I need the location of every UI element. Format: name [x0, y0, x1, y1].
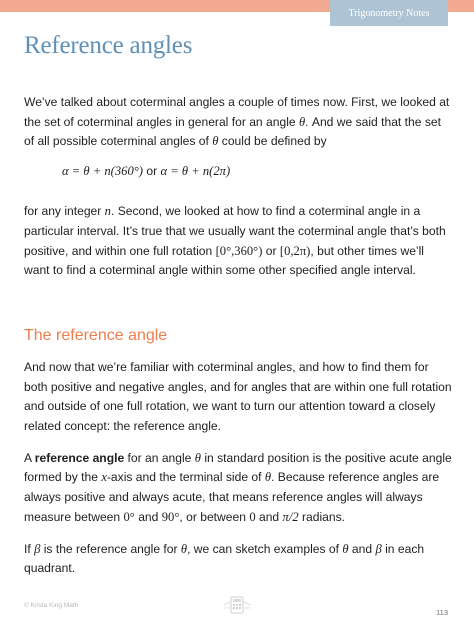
header-tab — [330, 0, 448, 26]
intro-paragraph-1: We’ve talked about coterminal angles a couple of times now. First, we looked at the set of coterminal angles in general for an angle θ. And we said that the set of all possible coterminal angles of θ could be defined by — [24, 95, 450, 149]
section-paragraph-1: And now that we’re familiar with coterminal angles, and how to find them for both positive and negative angles, and for angles that are within one full rotation and outside of one full rotation, we want to turn our attention toward a closely related concept: the reference angle. — [24, 359, 452, 434]
page-title: Reference angles — [24, 32, 193, 59]
page-number: 113 — [436, 608, 448, 617]
section-paragraph-2: A reference angle for an angle θ in standard position is the positive acute angle formed by the x-axis and the terminal side of θ. Because reference angles are always positive and always acute, that means reference angles will always measure between 0° and 90°, or between 0 and π/2 radians. — [24, 450, 452, 524]
math-ninety-degrees: 90° — [161, 509, 180, 524]
math-theta: θ — [264, 470, 272, 485]
math-x: x — [101, 470, 107, 485]
coterminal-formula — [62, 162, 230, 180]
formula-radians: α = θ + n(2π) — [160, 164, 231, 178]
intro-paragraph-2: for any integer n. Second, we looked at how to find a coterminal angle in a particular interval. It’s true that we usually want the coterminal angle that’s both positive, and within one full rotation [0°,360°) or [0,2π), but other times we’ll want to find a coterminal angle within some other specified angle interval. — [24, 204, 446, 278]
header-tab-label: Trigonometry Notes — [348, 7, 430, 19]
math-beta: β — [375, 541, 382, 556]
math-zero-degrees: 0° — [123, 509, 135, 524]
math-n: n — [104, 204, 111, 219]
math-pi-over-two: π/2 — [282, 509, 299, 524]
section-heading: The reference angle — [24, 327, 168, 344]
section-paragraph-3: If β is the reference angle for θ, we can sketch examples of θ and β in each quadrant. — [24, 541, 425, 576]
math-theta: θ — [212, 134, 219, 149]
formula-degrees: α = θ + n(360°) — [62, 164, 143, 178]
math-theta: θ — [342, 541, 349, 556]
math-interval-degrees: [0°,360°) — [215, 243, 263, 258]
math-zero: 0 — [249, 509, 256, 524]
calculator-logo-icon — [223, 596, 251, 619]
footer-copyright: © Krista King Math — [24, 602, 79, 609]
math-theta: θ — [194, 450, 201, 465]
math-interval-radians: [0,2π) — [279, 243, 311, 258]
math-theta: θ — [298, 114, 306, 129]
math-beta: β — [34, 541, 41, 556]
math-theta: θ — [180, 541, 188, 556]
formula-joiner: or — [143, 164, 161, 178]
term-reference-angle: reference angle — [34, 450, 125, 465]
